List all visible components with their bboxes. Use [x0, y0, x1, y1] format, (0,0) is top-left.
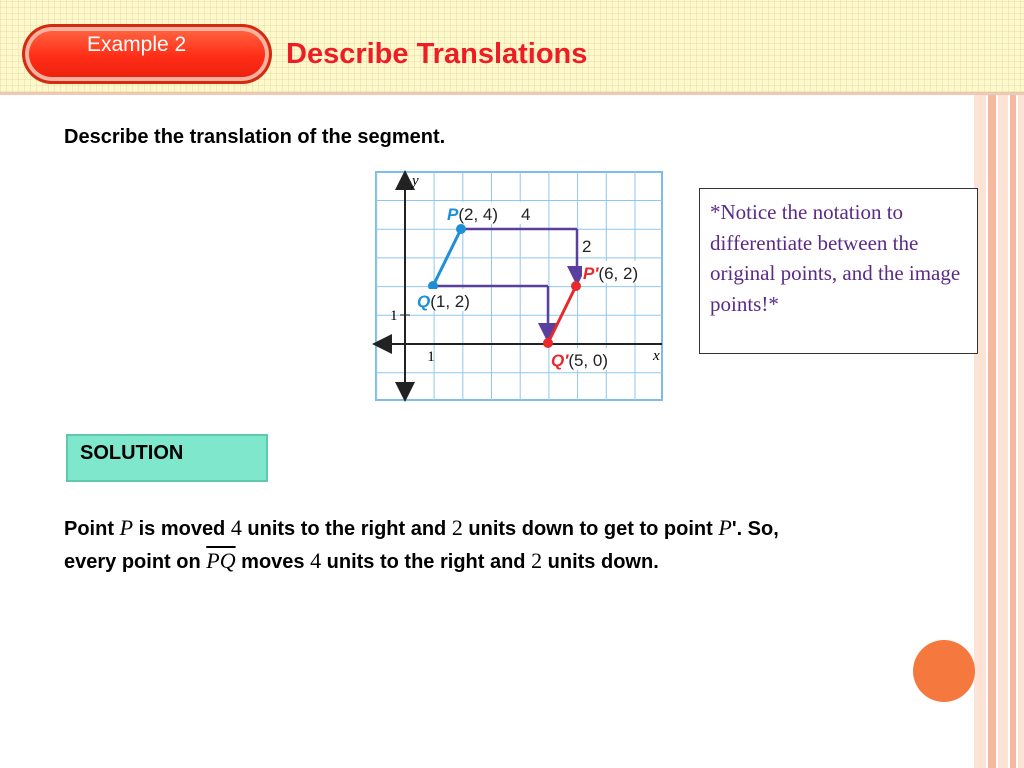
coords-q-prime: (5, 0) [568, 351, 608, 370]
decorative-orange-circle [913, 640, 975, 702]
y-axis-label: y [412, 173, 419, 189]
coords-p-prime: (6, 2) [598, 264, 639, 283]
problem-prompt: Describe the translation of the segment. [64, 126, 446, 148]
var-p: P [119, 515, 134, 540]
svg-text:P(2, 4) [447, 205, 498, 224]
horizontal-shift-label: 4 [521, 205, 531, 224]
svg-text:Q(1, 2) [417, 292, 470, 311]
y-tick-label: 1 [390, 308, 398, 324]
example-badge [25, 27, 269, 81]
decorative-stripes [974, 95, 1024, 768]
label-q-prime: Q′ [551, 351, 569, 370]
var-p-prime: P [718, 515, 732, 540]
coords-p: (2, 4) [458, 205, 499, 224]
svg-text:Q′(5, 0) [551, 351, 608, 370]
coordinate-graph [370, 168, 670, 404]
point-p-prime [571, 281, 581, 291]
label-q: Q [417, 292, 431, 311]
point-p [456, 224, 466, 234]
notation-note: *Notice the notation to differentiate between the original points, and the image points!* [699, 188, 978, 354]
label-p: P [447, 205, 459, 224]
vertical-shift-label: 2 [582, 237, 592, 256]
x-tick-label: 1 [427, 349, 435, 365]
header-divider [0, 93, 1024, 95]
coords-q: (1, 2) [430, 292, 470, 311]
x-axis-label: x [653, 348, 660, 364]
svg-text:P′(6, 2) [583, 264, 638, 283]
solution-label: SOLUTION [66, 434, 268, 482]
point-q-prime [543, 338, 553, 348]
example-badge-label: Example 2 [87, 33, 187, 56]
solution-text: Point P is moved 4 units to the right and 2 units down to get to point P'. So, every point on $\overline{PQ}$ moves 4 units to the right and 2 units down. [64, 515, 779, 573]
label-p-prime: P′ [583, 264, 599, 283]
segment-pq-notation: $\overline{PQ}$ [206, 548, 236, 573]
slide-title: Describe Translations [286, 38, 588, 70]
